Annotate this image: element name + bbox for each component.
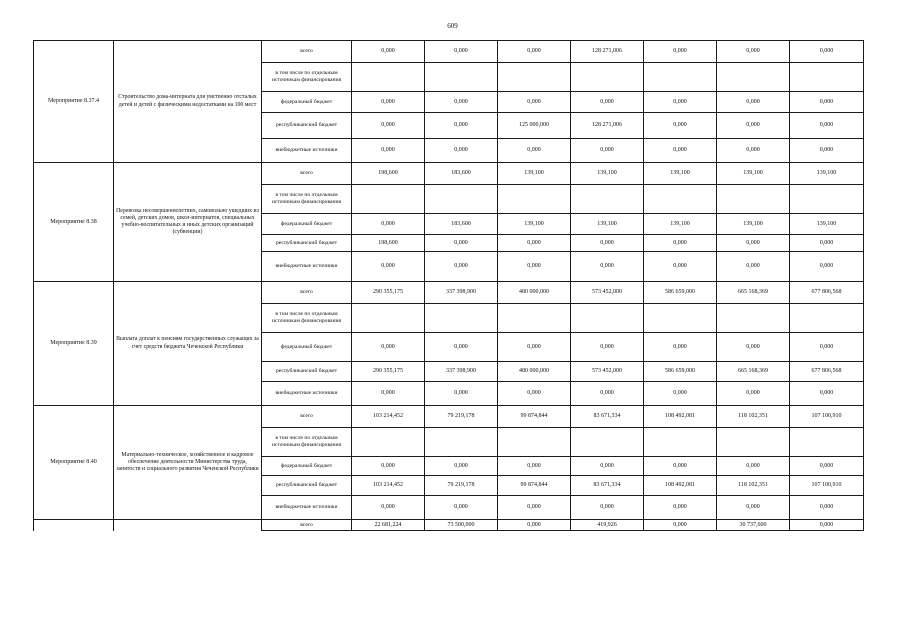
amount-cell: 0,000: [644, 496, 717, 520]
amount-cell: 107 100,910: [790, 406, 864, 428]
funding-source-label: внебюджетные источники: [262, 139, 352, 163]
amount-cell: 79 219,178: [425, 476, 498, 496]
amount-cell: 73 500,000: [425, 520, 498, 531]
funding-source-label: федеральный бюджет: [262, 333, 352, 362]
amount-cell: 99 874,844: [498, 406, 571, 428]
amount-cell: 0,000: [498, 252, 571, 282]
amount-cell: [571, 185, 644, 214]
amount-cell: 0,000: [352, 92, 425, 113]
amount-cell: [790, 304, 864, 333]
amount-cell: 183,600: [425, 214, 498, 235]
amount-cell: 0,000: [790, 252, 864, 282]
amount-cell: 573 452,000: [571, 362, 644, 382]
funding-source-label: в том числе по отдельным источникам финансирования: [262, 63, 352, 92]
measure-code: [34, 520, 114, 531]
funding-source-label: внебюджетные источники: [262, 252, 352, 282]
page-number: 609: [447, 22, 458, 30]
amount-cell: 0,000: [571, 382, 644, 406]
amount-cell: [571, 304, 644, 333]
amount-cell: 290 355,175: [352, 282, 425, 304]
amount-cell: 125 000,000: [498, 113, 571, 139]
amount-cell: 118 102,351: [717, 476, 790, 496]
amount-cell: [717, 63, 790, 92]
amount-cell: 139,100: [644, 163, 717, 185]
amount-cell: 586 659,000: [644, 282, 717, 304]
amount-cell: 0,000: [717, 139, 790, 163]
amount-cell: 0,000: [717, 92, 790, 113]
amount-cell: [425, 304, 498, 333]
amount-cell: 337 398,900: [425, 362, 498, 382]
amount-cell: 183,600: [425, 163, 498, 185]
funding-source-label: федеральный бюджет: [262, 92, 352, 113]
amount-cell: 0,000: [790, 457, 864, 476]
amount-cell: 290 355,175: [352, 362, 425, 382]
funding-source-label: всего: [262, 41, 352, 63]
amount-cell: 139,100: [498, 163, 571, 185]
amount-cell: 0,000: [571, 333, 644, 362]
amount-cell: 0,000: [644, 333, 717, 362]
amount-cell: 0,000: [425, 113, 498, 139]
amount-cell: [425, 185, 498, 214]
amount-cell: 0,000: [498, 333, 571, 362]
table-row: [34, 406, 864, 428]
amount-cell: 30 737,600: [717, 520, 790, 531]
amount-cell: [790, 428, 864, 457]
amount-cell: [644, 63, 717, 92]
amount-cell: 99 874,844: [498, 476, 571, 496]
amount-cell: [571, 428, 644, 457]
funding-source-label: федеральный бюджет: [262, 214, 352, 235]
amount-cell: 0,000: [425, 92, 498, 113]
amount-cell: 0,000: [644, 520, 717, 531]
funding-source-label: всего: [262, 520, 352, 531]
amount-cell: 198,600: [352, 163, 425, 185]
amount-cell: 0,000: [352, 382, 425, 406]
amount-cell: 0,000: [571, 235, 644, 252]
amount-cell: 0,000: [644, 235, 717, 252]
amount-cell: 0,000: [717, 235, 790, 252]
amount-cell: 0,000: [717, 457, 790, 476]
funding-source-label: всего: [262, 163, 352, 185]
amount-cell: [425, 63, 498, 92]
amount-cell: [352, 304, 425, 333]
amount-cell: [352, 63, 425, 92]
amount-cell: 0,000: [425, 457, 498, 476]
amount-cell: 128 271,006: [571, 113, 644, 139]
amount-cell: 0,000: [498, 457, 571, 476]
amount-cell: 0,000: [425, 333, 498, 362]
amount-cell: 419,926: [571, 520, 644, 531]
amount-cell: 198,600: [352, 235, 425, 252]
amount-cell: 0,000: [352, 139, 425, 163]
measure-code: Мероприятие 8.40: [34, 406, 114, 520]
amount-cell: 0,000: [644, 252, 717, 282]
amount-cell: 0,000: [571, 457, 644, 476]
amount-cell: 108 492,081: [644, 406, 717, 428]
amount-cell: 0,000: [352, 214, 425, 235]
amount-cell: 0,000: [352, 113, 425, 139]
amount-cell: 586 659,000: [644, 362, 717, 382]
table-row: [34, 520, 864, 531]
measure-code: Мероприятие 8.39: [34, 282, 114, 406]
amount-cell: 0,000: [644, 113, 717, 139]
amount-cell: 0,000: [790, 382, 864, 406]
measure-description: Материально-техническое, хозяйственное и кадровое обеспечение деятельности Министерства труда, занятости и социального развития Чеченской Республики: [114, 406, 262, 520]
amount-cell: 0,000: [717, 252, 790, 282]
amount-cell: 0,000: [425, 139, 498, 163]
amount-cell: 665 168,369: [717, 282, 790, 304]
amount-cell: 139,100: [717, 163, 790, 185]
amount-cell: 0,000: [352, 41, 425, 63]
amount-cell: 0,000: [790, 235, 864, 252]
amount-cell: 573 452,000: [571, 282, 644, 304]
funding-source-label: всего: [262, 406, 352, 428]
amount-cell: 0,000: [571, 496, 644, 520]
amount-cell: 0,000: [352, 333, 425, 362]
funding-source-label: республиканский бюджет: [262, 235, 352, 252]
funding-source-label: в том числе по отдельным источникам финансирования: [262, 304, 352, 333]
amount-cell: [717, 185, 790, 214]
amount-cell: 0,000: [644, 139, 717, 163]
amount-cell: 0,000: [790, 41, 864, 63]
amount-cell: 22 681,224: [352, 520, 425, 531]
amount-cell: 665 168,369: [717, 362, 790, 382]
amount-cell: 677 806,568: [790, 362, 864, 382]
funding-source-label: в том числе по отдельным источникам финансирования: [262, 428, 352, 457]
amount-cell: 83 671,334: [571, 476, 644, 496]
amount-cell: 0,000: [790, 520, 864, 531]
amount-cell: [425, 428, 498, 457]
amount-cell: 0,000: [571, 139, 644, 163]
funding-source-label: в том числе по отдельным источникам финансирования: [262, 185, 352, 214]
amount-cell: 0,000: [498, 496, 571, 520]
amount-cell: 0,000: [644, 382, 717, 406]
amount-cell: 480 000,000: [498, 362, 571, 382]
amount-cell: [790, 63, 864, 92]
measure-description: Выплата доплат к пенсиям государственных служащих за счет средств бюджета Чеченской Республики: [114, 282, 262, 406]
amount-cell: 139,100: [571, 163, 644, 185]
amount-cell: [644, 304, 717, 333]
amount-cell: 0,000: [425, 252, 498, 282]
amount-cell: 128 271,006: [571, 41, 644, 63]
amount-cell: 0,000: [644, 92, 717, 113]
amount-cell: 0,000: [717, 333, 790, 362]
measure-description: Строительство дома-интерната для умственно отсталых детей и детей с физическими недостатками на 100 мест: [114, 41, 262, 163]
amount-cell: 79 219,178: [425, 406, 498, 428]
funding-source-label: федеральный бюджет: [262, 457, 352, 476]
amount-cell: 118 102,351: [717, 406, 790, 428]
amount-cell: 0,000: [352, 457, 425, 476]
amount-cell: [498, 185, 571, 214]
amount-cell: 0,000: [425, 496, 498, 520]
amount-cell: 0,000: [790, 92, 864, 113]
funding-source-label: республиканский бюджет: [262, 113, 352, 139]
amount-cell: 0,000: [644, 41, 717, 63]
amount-cell: 0,000: [717, 41, 790, 63]
amount-cell: 83 671,334: [571, 406, 644, 428]
funding-source-label: внебюджетные источники: [262, 382, 352, 406]
amount-cell: [644, 428, 717, 457]
measure-description: Перевозка несовершеннолетних, самовольно ушедших из семей, детских домов, школ-интернатов, специальных учебно-воспитательных и иных детских организаций (субвенции): [114, 163, 262, 282]
amount-cell: 480 000,000: [498, 282, 571, 304]
amount-cell: 0,000: [717, 382, 790, 406]
amount-cell: 139,100: [571, 214, 644, 235]
amount-cell: 0,000: [790, 113, 864, 139]
amount-cell: 337 398,900: [425, 282, 498, 304]
amount-cell: 0,000: [425, 235, 498, 252]
amount-cell: [498, 428, 571, 457]
amount-cell: 0,000: [717, 113, 790, 139]
amount-cell: 0,000: [498, 382, 571, 406]
amount-cell: 0,000: [498, 92, 571, 113]
amount-cell: [571, 63, 644, 92]
amount-cell: 0,000: [571, 92, 644, 113]
funding-source-label: внебюджетные источники: [262, 496, 352, 520]
amount-cell: 139,100: [717, 214, 790, 235]
funding-source-label: всего: [262, 282, 352, 304]
amount-cell: 0,000: [352, 496, 425, 520]
amount-cell: [498, 63, 571, 92]
amount-cell: [352, 185, 425, 214]
amount-cell: 139,100: [790, 214, 864, 235]
amount-cell: 0,000: [352, 252, 425, 282]
amount-cell: 677 806,568: [790, 282, 864, 304]
amount-cell: 0,000: [498, 235, 571, 252]
measure-code: Мероприятие 8.37.4: [34, 41, 114, 163]
amount-cell: 0,000: [571, 252, 644, 282]
budget-table: [33, 40, 864, 531]
amount-cell: 0,000: [790, 139, 864, 163]
amount-cell: [644, 185, 717, 214]
table-row: [34, 282, 864, 304]
amount-cell: 0,000: [717, 496, 790, 520]
funding-source-label: республиканский бюджет: [262, 362, 352, 382]
amount-cell: 103 214,452: [352, 476, 425, 496]
amount-cell: [498, 304, 571, 333]
measure-code: Мероприятие 8.38: [34, 163, 114, 282]
amount-cell: 0,000: [790, 333, 864, 362]
amount-cell: 0,000: [498, 520, 571, 531]
amount-cell: [352, 428, 425, 457]
amount-cell: 139,100: [644, 214, 717, 235]
amount-cell: [717, 304, 790, 333]
amount-cell: 0,000: [425, 382, 498, 406]
funding-source-label: республиканский бюджет: [262, 476, 352, 496]
amount-cell: [717, 428, 790, 457]
amount-cell: 139,100: [790, 163, 864, 185]
amount-cell: 107 100,910: [790, 476, 864, 496]
amount-cell: 0,000: [425, 41, 498, 63]
amount-cell: 103 214,452: [352, 406, 425, 428]
amount-cell: 0,000: [498, 139, 571, 163]
measure-description: [114, 520, 262, 531]
amount-cell: [790, 185, 864, 214]
table-row: [34, 41, 864, 63]
amount-cell: 108 492,081: [644, 476, 717, 496]
table-row: [34, 163, 864, 185]
amount-cell: 0,000: [498, 41, 571, 63]
amount-cell: 0,000: [790, 496, 864, 520]
amount-cell: 139,100: [498, 214, 571, 235]
amount-cell: 0,000: [644, 457, 717, 476]
